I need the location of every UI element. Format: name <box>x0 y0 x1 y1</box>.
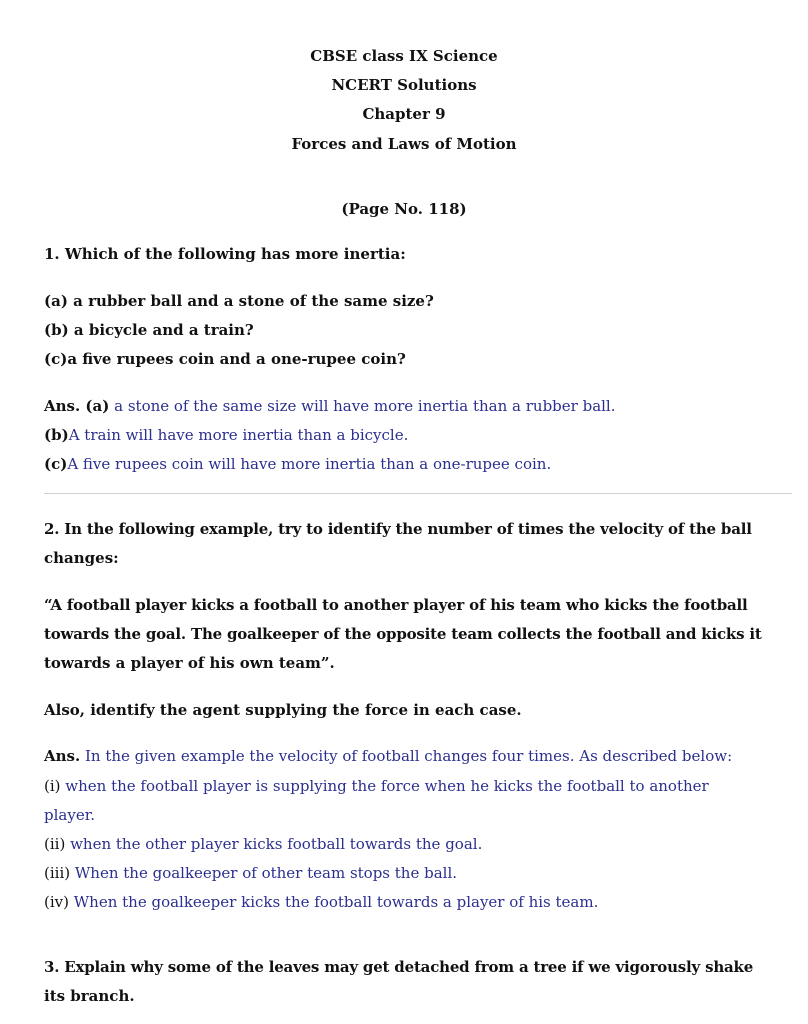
q2-answer-text: In the given example the velocity of football changes four times. As described below: <box>80 747 733 765</box>
q2-item-i-label: (i) <box>44 777 61 795</box>
q1-option-c-text: a five rupees coin and a one-rupee coin? <box>67 350 406 368</box>
q1-option-c <box>44 349 406 369</box>
q2-item-iv-text: When the goalkeeper kicks the football towards a player of his team. <box>68 893 599 911</box>
q1-answer-c-text: A five rupees coin will have more inertia than a one-rupee coin. <box>67 455 552 473</box>
q2-item-ii <box>44 834 482 854</box>
q1-option-a <box>44 291 434 311</box>
q2-quote-line3: towards a player of his own team”. <box>44 654 335 672</box>
q2-quote-line1: “A football player kicks a football to another player of his team who kicks the football <box>44 596 748 614</box>
q2-answer <box>44 746 732 766</box>
q2-item-iii-text: When the goalkeeper of other team stops the ball. <box>70 864 458 882</box>
q2-item-ii-label: (ii) <box>44 835 66 853</box>
q2-item-i-continued: player. <box>44 806 95 824</box>
q1-answer-b <box>44 425 408 445</box>
q3-question-line1: 3. Explain why some of the leaves may get detached from a tree if we vigorously shake <box>44 958 754 976</box>
q2-question-line2: changes: <box>44 549 119 567</box>
q1-answer-c <box>44 454 551 474</box>
q2-quote-line2: towards the goal. The goalkeeper of the opposite team collects the football and kicks it <box>44 625 762 643</box>
q1-answer-a-text: a stone of the same size will have more inertia than a rubber ball. <box>109 397 616 415</box>
q1-option-c-label: (c) <box>44 350 68 368</box>
q1-option-b-text: a bicycle and a train? <box>68 321 254 339</box>
header-chapter-title: Forces and Laws of Motion <box>291 135 517 153</box>
q2-item-i <box>44 776 709 796</box>
q2-item-iv-label: (iv) <box>44 893 69 911</box>
q1-answer-b-text: A train will have more inertia than a bicycle. <box>68 426 409 444</box>
q2-item-i-text: when the football player is supplying the force when he kicks the football to another <box>60 777 709 795</box>
q2-item-ii-text: when the other player kicks football towards the goal. <box>65 835 483 853</box>
q2-answer-label: Ans. <box>44 747 81 765</box>
header-page-number: (Page No. 118) <box>341 200 467 218</box>
q2-also: Also, identify the agent supplying the force in each case. <box>44 701 522 719</box>
q1-question: 1. Which of the following has more inertia: <box>44 245 406 263</box>
q1-answer-label: Ans. (a) <box>44 397 110 415</box>
q2-item-iii <box>44 863 457 883</box>
header-chapter: Chapter 9 <box>362 105 446 123</box>
q3-question-line2: its branch. <box>44 987 135 1005</box>
header-solutions: NCERT Solutions <box>331 76 477 94</box>
q2-question-line1: 2. In the following example, try to identify the number of times the velocity of the ball <box>44 520 752 538</box>
q2-item-iv <box>44 892 598 912</box>
q1-option-b <box>44 320 254 340</box>
q1-answer-c-label: (c) <box>44 455 68 473</box>
q1-option-b-label: (b) <box>44 321 69 339</box>
q2-item-iii-label: (iii) <box>44 864 71 882</box>
q1-answer-b-label: (b) <box>44 426 69 444</box>
header-subject: CBSE class IX Science <box>310 47 498 65</box>
q1-option-a-text: a rubber ball and a stone of the same size? <box>67 292 434 310</box>
q1-option-a-label: (a) <box>44 292 68 310</box>
q1-answer-a <box>44 396 616 416</box>
section-divider <box>44 493 792 494</box>
